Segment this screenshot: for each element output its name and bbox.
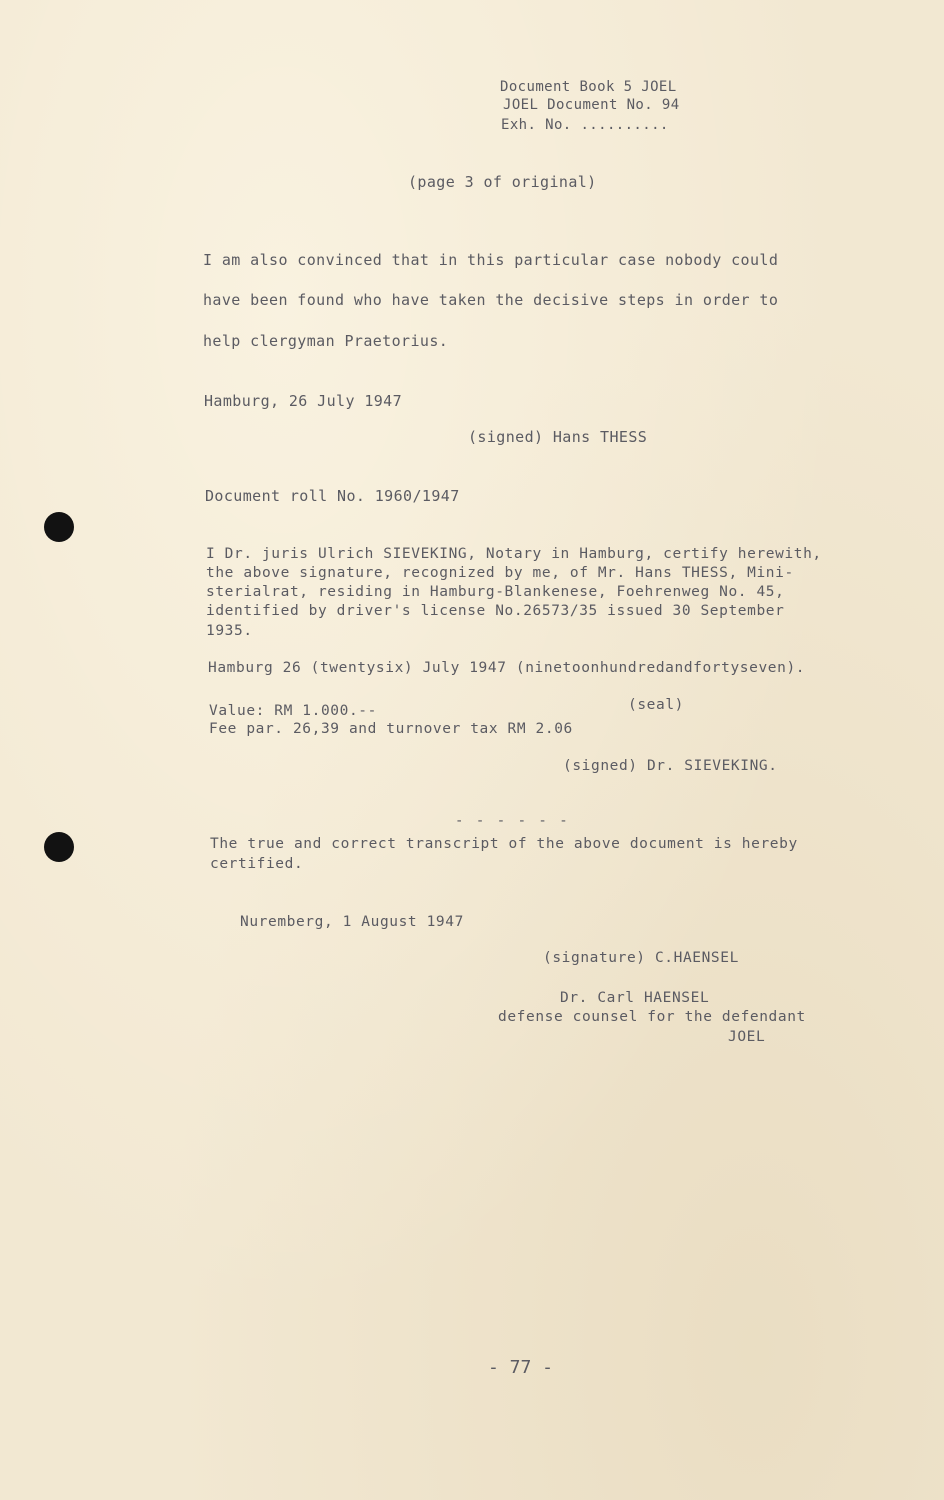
separator-dashes: - - - - - - [455, 813, 570, 829]
certification-line-2: the above signature, recognized by me, of Mr. Hans THESS, Mini- [206, 565, 794, 581]
certification-line-4: identified by driver's license No.26573/35 issued 30 September [206, 603, 785, 619]
paragraph-line-3: help clergyman Praetorius. [203, 332, 449, 350]
transcript-place-date: Nuremberg, 1 August 1947 [240, 914, 464, 930]
counsel-name: Dr. Carl HAENSEL [560, 990, 710, 1006]
counsel-client: JOEL [728, 1029, 766, 1045]
page-number: - 77 - [488, 1357, 554, 1378]
document-book-line: Document Book 5 JOEL [500, 79, 677, 95]
transcript-line-1: The true and correct transcript of the above document is hereby [210, 836, 798, 852]
certification-line-3: sterialrat, residing in Hamburg-Blankenese, Foehrenweg No. 45, [206, 584, 785, 600]
place-date: Hamburg, 26 July 1947 [204, 392, 403, 410]
signed-notary: (signed) Dr. SIEVEKING. [563, 758, 778, 774]
exhibit-number-line: Exh. No. .......... [501, 117, 669, 133]
signed-hans: (signed) Hans THESS [468, 428, 648, 446]
certification-line-5: 1935. [206, 623, 253, 639]
paragraph-line-2: have been found who have taken the decisive steps in order to [203, 291, 779, 309]
certification-line-1: I Dr. juris Ulrich SIEVEKING, Notary in Hamburg, certify herewith, [206, 546, 822, 562]
certification-date: Hamburg 26 (twentysix) July 1947 (ninetoonhundredandfortyseven). [208, 660, 806, 676]
seal-mark: (seal) [628, 697, 684, 713]
counsel-role: defense counsel for the defendant [498, 1009, 806, 1025]
transcript-line-2: certified. [210, 856, 304, 872]
paragraph-line-1: I am also convinced that in this particular case nobody could [203, 251, 779, 269]
punch-hole-bottom [44, 832, 74, 862]
value-line: Value: RM 1.000.-- [209, 703, 377, 719]
document-number-line: JOEL Document No. 94 [503, 97, 680, 113]
transcript-signature: (signature) C.HAENSEL [543, 950, 739, 966]
fee-line: Fee par. 26,39 and turnover tax RM 2.06 [209, 721, 573, 737]
page-of-original: (page 3 of original) [408, 173, 597, 191]
punch-hole-top [44, 512, 74, 542]
document-roll: Document roll No. 1960/1947 [205, 487, 460, 505]
